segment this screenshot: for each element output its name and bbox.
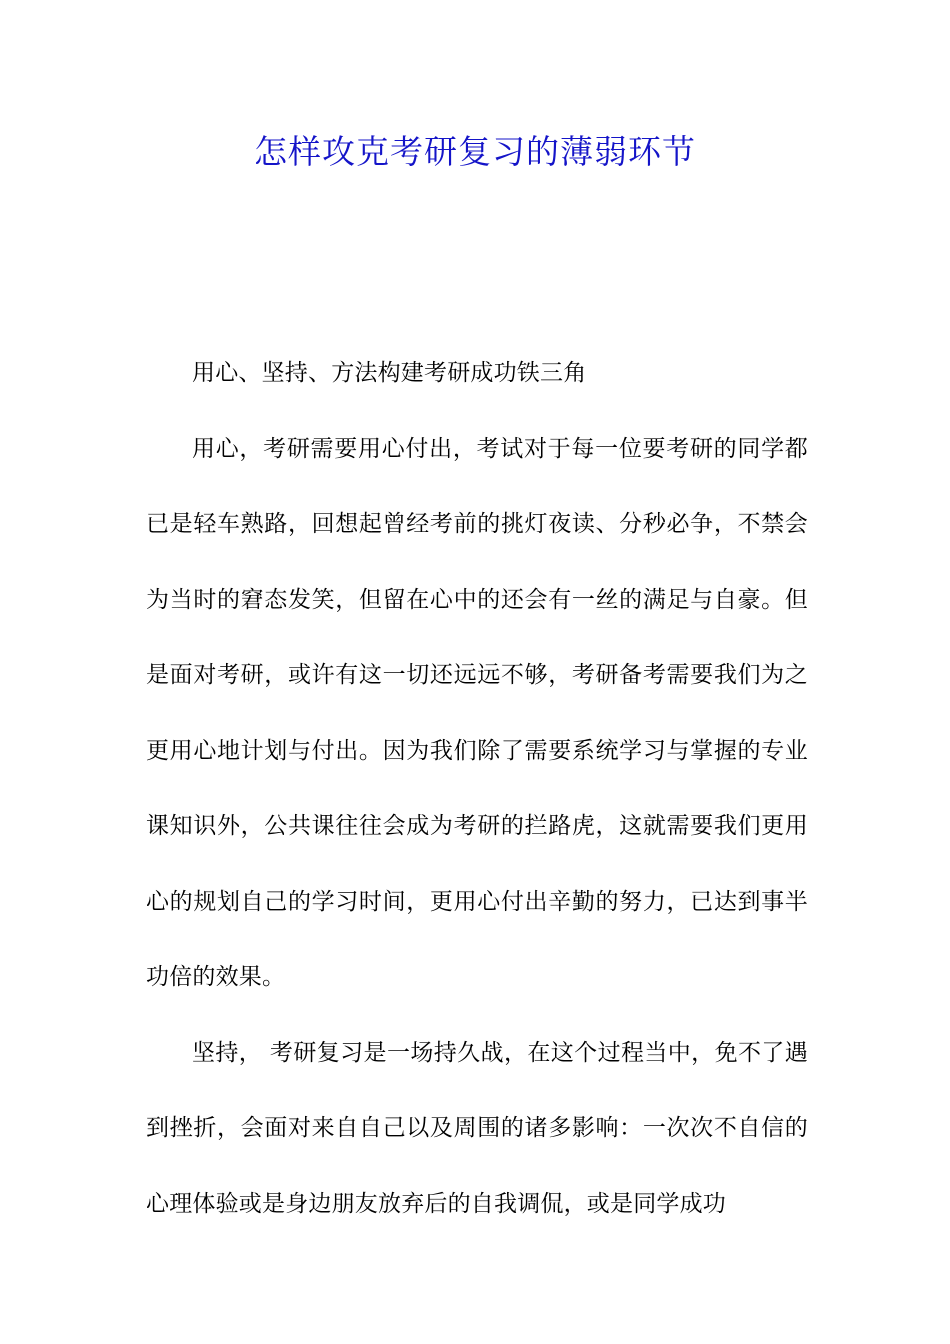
paragraph-persistence: 坚持， 考研复习是一场持久战，在这个过程当中，免不了遇到挫折，会面对来自自己以及周围的诸多影响：一次次不自信的心理体验或是身边朋友放弃后的自我调侃，或是同学成功 bbox=[146, 1039, 808, 1217]
paragraph-dedication: 用心，考研需要用心付出，考试对于每一位要考研的同学都已是轻车熟路，回想起曾经考前的挑灯夜读、分秒必争，不禁会为当时的窘态发笑，但留在心中的还会有一丝的满足与自豪。但是面对考研，或许有这一切还远远不够，考研备考需要我们为之更用心地计划与付出。因为我们除了需要系统学习与掌握的专业课知识外，公共课往往会成为考研的拦路虎，这就需要我们更用心的规划自己的学习时间，更用心付出辛勤的努力，已达到事半功倍的效果。 bbox=[146, 435, 808, 990]
document-title: 怎样攻克考研复习的薄弱环节 bbox=[254, 132, 696, 171]
document-body bbox=[146, 336, 808, 1242]
section-heading: 用心、坚持、方法构建考研成功铁三角 bbox=[192, 360, 587, 386]
